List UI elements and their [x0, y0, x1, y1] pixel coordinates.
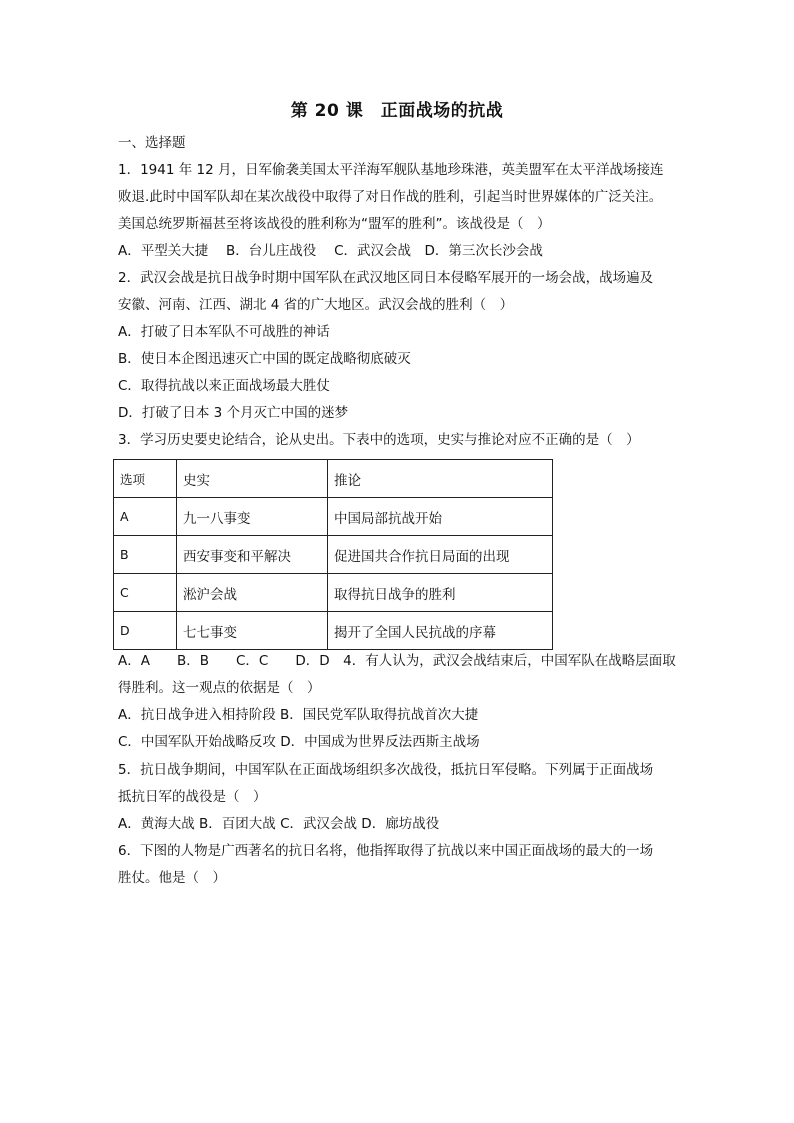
table-cell: 揭开了全国人民抗战的序幕 — [328, 612, 553, 650]
table-row — [114, 612, 553, 650]
q6-line-1: 6．下图的人物是广西著名的抗日名将，他指挥取得了抗战以来中国正面战场的最大的一场 — [118, 843, 654, 859]
table-cell: 七七事变 — [177, 612, 328, 650]
q4-line-2: 得胜利。这一观点的依据是（ ） — [118, 680, 321, 696]
table-header-cell: 选项 — [114, 460, 177, 498]
table-cell: B — [114, 536, 177, 574]
section-heading: 一、选择题 — [118, 135, 186, 151]
table-header-row — [114, 460, 553, 498]
q5-line-1: 5．抗日战争期间，中国军队在正面战场组织多次战役，抵抗日军侵略。下列属于正面战场 — [118, 762, 654, 778]
table-cell: A — [114, 498, 177, 536]
q1-line-3: 美国总统罗斯福甚至将该战役的胜利称为“盟军的胜利”。该战役是（ ） — [118, 216, 551, 232]
table-row — [114, 498, 553, 536]
q2-line-2: 安徽、河南、江西、湖北 4 省的广大地区。武汉会战的胜利（ ） — [118, 297, 514, 313]
table-cell: 西安事变和平解决 — [177, 536, 328, 574]
q2-option-a: A．打破了日本军队不可战胜的神话 — [118, 324, 330, 340]
table-cell: 淞沪会战 — [177, 574, 328, 612]
table-cell: 中国局部抗战开始 — [328, 498, 553, 536]
q5-options: A．黄海大战 B．百团大战 C．武汉会战 D．廊坊战役 — [118, 816, 440, 832]
q2-option-c: C．取得抗战以来正面战场最大胜仗 — [118, 378, 330, 394]
table-cell: 九一八事变 — [177, 498, 328, 536]
table-cell: 取得抗日战争的胜利 — [328, 574, 553, 612]
table-cell: 促进国共合作抗日局面的出现 — [328, 536, 553, 574]
q3-table — [113, 459, 553, 650]
q1-line-2: 败退.此时中国军队却在某次战役中取得了对日作战的胜利，引起当时世界媒体的广泛关注。 — [118, 189, 663, 205]
q4-options-ab: A．抗日战争进入相持阶段 B．国民党军队取得抗战首次大捷 — [118, 707, 479, 723]
q5-line-2: 抵抗日军的战役是（ ） — [118, 789, 267, 805]
q1-options: A．平型关大捷 B．台儿庄战役 C．武汉会战 D．第三次长沙会战 — [118, 243, 543, 259]
table-cell: D — [114, 612, 177, 650]
table-row — [114, 536, 553, 574]
table-cell: C — [114, 574, 177, 612]
q3-line-1: 3．学习历史要史论结合，论从史出。下表中的选项，史实与推论对应不正确的是（ ） — [118, 432, 640, 448]
q1-line-1: 1．1941 年 12 月，日军偷袭美国太平洋海军舰队基地珍珠港，英美盟军在太平洋战场接连 — [118, 162, 664, 178]
q2-line-1: 2．武汉会战是抗日战争时期中国军队在武汉地区同日本侵略军展开的一场会战，战场遍及 — [118, 270, 654, 286]
q2-option-d: D．打破了日本 3 个月灭亡中国的迷梦 — [118, 405, 349, 421]
q3-options-q4-line-1: A．A B．B C．C D．D 4．有人认为，武汉会战结束后，中国军队在战略层面取 — [118, 653, 676, 669]
q6-line-2: 胜仗。他是（ ） — [118, 870, 226, 886]
table-row — [114, 574, 553, 612]
q4-options-cd: C．中国军队开始战略反攻 D．中国成为世界反法西斯主战场 — [118, 734, 480, 750]
table-header-cell: 推论 — [328, 460, 553, 498]
page-title: 第 20 课 正面战场的抗战 — [290, 101, 504, 121]
q2-option-b: B．使日本企图迅速灭亡中国的既定战略彻底破灭 — [118, 351, 411, 367]
table-header-cell: 史实 — [177, 460, 328, 498]
